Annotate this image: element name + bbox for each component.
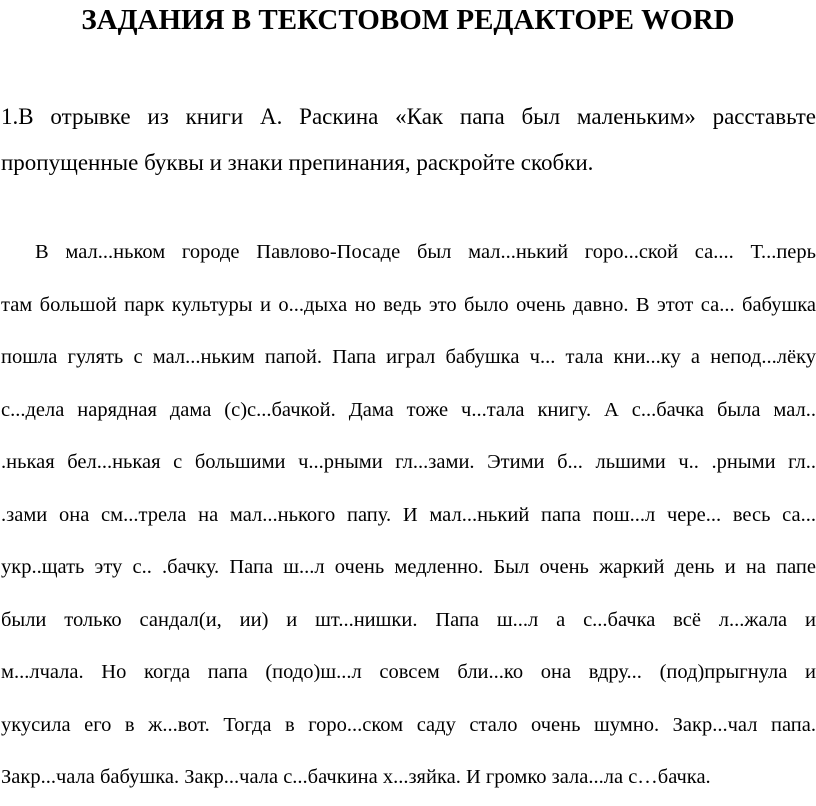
document-title: ЗАДАНИЯ В ТЕКСТОВОМ РЕДАКТОРЕ WORD [81, 4, 735, 36]
passage-line: В мал...ньком городе Павлово-Посаде был мал...нький горо...ской са.... Т...перь [35, 241, 816, 263]
passage-line: там большой парк культуры и о...дыха но ведь это было очень давно. В этот са... бабушка [1, 293, 816, 316]
passage-line: пошла гулять с мал...ньким папой. Папа играл бабушка ч... тала кни...ку а непод...лёку [1, 346, 816, 368]
task-paragraph [1, 94, 816, 186]
task-line: 1.В отрывке из книги А. Раскина «Как папа был маленьким» расставьте [1, 104, 816, 129]
passage-line: были только сандал(и, ии) и шт...нишки. Папа ш...л а с...бачка всё л...жала и [1, 608, 816, 631]
passage-line: .нькая бел...нькая с большими ч...рными гл...зами. Этими б... льшими ч.. .рными гл.. [1, 451, 816, 473]
passage-paragraph [1, 226, 816, 804]
passage-line: Закр...чала бабушка. Закр...чала с...бачкина х...зяйка. И громко зала...ла с…бачка. [1, 766, 711, 788]
passage-line: .зами она см...трела на мал...нького папу. И мал...нький папа пош...л чере... весь са... [1, 503, 816, 526]
passage-line: м...лчала. Но когда папа (подо)ш...л совсем бли...ко она вдру... (под)прыгнула и [1, 661, 816, 683]
passage-line: укусила его в ж...вот. Тогда в горо...ском саду стало очень шумно. Закр...чал папа. [1, 713, 816, 736]
passage-line: с...дела нарядная дама (с)с...бачкой. Дама тоже ч...тала книгу. А с...бачка была мал.. [1, 398, 816, 421]
task-line: пропущенные буквы и знаки препинания, раскройте скобки. [1, 150, 594, 175]
passage-line: укр..щать эту с.. .бачку. Папа ш...л очень медленно. Был очень жаркий день и на папе [1, 556, 816, 578]
